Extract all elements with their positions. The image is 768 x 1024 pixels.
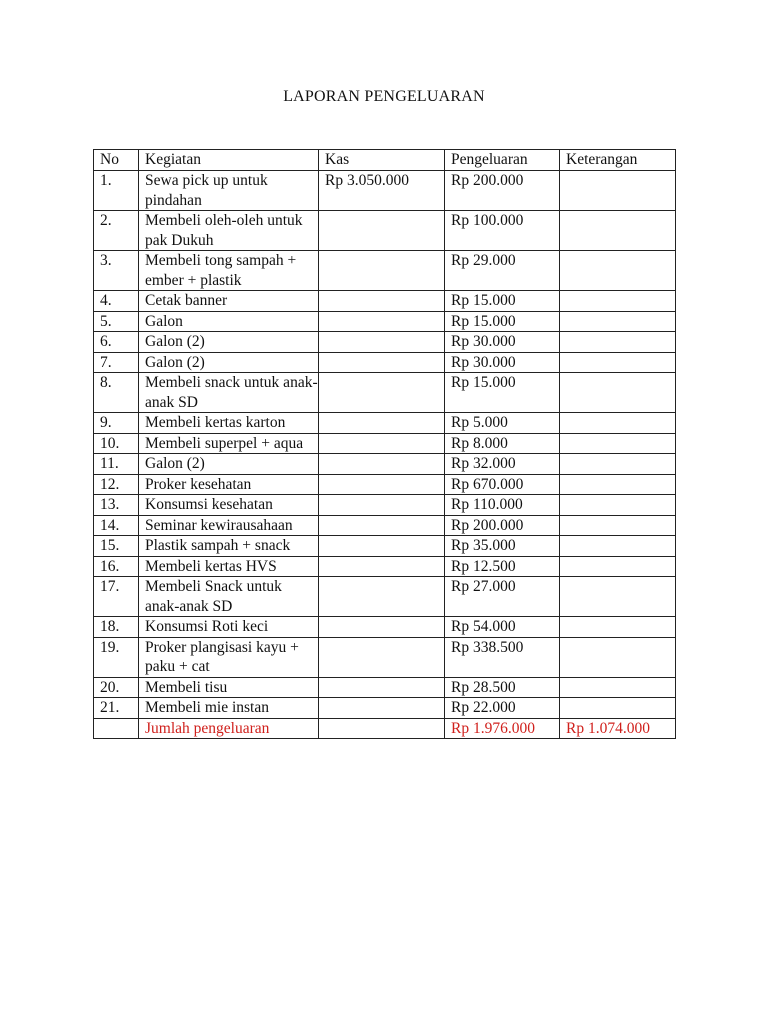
total-keterangan: Rp 1.074.000 xyxy=(560,718,676,739)
table-row xyxy=(94,495,676,516)
table-row xyxy=(94,454,676,475)
cell-keterangan xyxy=(560,291,676,312)
cell-keterangan xyxy=(560,454,676,475)
cell-pengeluaran: Rp 27.000 xyxy=(445,577,560,617)
cell-kegiatan: Konsumsi kesehatan xyxy=(139,495,319,516)
table-row xyxy=(94,373,676,413)
cell-kegiatan: Membeli mie instan xyxy=(139,698,319,719)
table-row xyxy=(94,617,676,638)
table-row xyxy=(94,556,676,577)
cell-keterangan xyxy=(560,556,676,577)
table-row xyxy=(94,577,676,617)
header-no: No xyxy=(94,150,139,171)
cell-kegiatan: Seminar kewirausahaan xyxy=(139,515,319,536)
cell-kegiatan: Galon xyxy=(139,311,319,332)
cell-pengeluaran: Rp 54.000 xyxy=(445,617,560,638)
cell-no: 2. xyxy=(94,211,139,251)
cell-kegiatan: Membeli tong sampah + ember + plastik xyxy=(139,251,319,291)
cell-kegiatan: Galon (2) xyxy=(139,332,319,353)
table-row xyxy=(94,352,676,373)
cell-no: 21. xyxy=(94,698,139,719)
header-kas: Kas xyxy=(319,150,445,171)
cell-keterangan xyxy=(560,413,676,434)
cell-pengeluaran: Rp 200.000 xyxy=(445,515,560,536)
cell-pengeluaran: Rp 15.000 xyxy=(445,373,560,413)
cell-no: 16. xyxy=(94,556,139,577)
cell-pengeluaran: Rp 28.500 xyxy=(445,677,560,698)
cell-kegiatan: Membeli kertas HVS xyxy=(139,556,319,577)
cell-keterangan xyxy=(560,536,676,557)
cell-no: 3. xyxy=(94,251,139,291)
cell-kas xyxy=(319,332,445,353)
table-body xyxy=(94,171,676,719)
cell-keterangan xyxy=(560,637,676,677)
cell-no: 20. xyxy=(94,677,139,698)
cell-no: 18. xyxy=(94,617,139,638)
cell-no: 17. xyxy=(94,577,139,617)
cell-kegiatan: Galon (2) xyxy=(139,454,319,475)
cell-no: 12. xyxy=(94,474,139,495)
cell-kas xyxy=(319,413,445,434)
cell-kas xyxy=(319,291,445,312)
table-row xyxy=(94,536,676,557)
cell-no: 10. xyxy=(94,433,139,454)
cell-pengeluaran: Rp 15.000 xyxy=(445,311,560,332)
table-row xyxy=(94,413,676,434)
expense-table xyxy=(93,149,676,739)
cell-kegiatan: Sewa pick up untuk pindahan xyxy=(139,171,319,211)
cell-pengeluaran: Rp 12.500 xyxy=(445,556,560,577)
cell-pengeluaran: Rp 30.000 xyxy=(445,352,560,373)
table-row xyxy=(94,251,676,291)
cell-keterangan xyxy=(560,698,676,719)
cell-pengeluaran: Rp 5.000 xyxy=(445,413,560,434)
total-pengeluaran: Rp 1.976.000 xyxy=(445,718,560,739)
cell-no: 13. xyxy=(94,495,139,516)
cell-pengeluaran: Rp 200.000 xyxy=(445,171,560,211)
cell-no: 7. xyxy=(94,352,139,373)
cell-pengeluaran: Rp 8.000 xyxy=(445,433,560,454)
cell-kegiatan: Proker kesehatan xyxy=(139,474,319,495)
cell-kegiatan: Membeli kertas karton xyxy=(139,413,319,434)
cell-kas: Rp 3.050.000 xyxy=(319,171,445,211)
cell-no: 4. xyxy=(94,291,139,312)
table-row xyxy=(94,698,676,719)
cell-no: 19. xyxy=(94,637,139,677)
cell-kas xyxy=(319,495,445,516)
cell-no: 11. xyxy=(94,454,139,475)
cell-no: 1. xyxy=(94,171,139,211)
cell-kas xyxy=(319,577,445,617)
cell-kas xyxy=(319,637,445,677)
table-row xyxy=(94,311,676,332)
cell-kegiatan: Cetak banner xyxy=(139,291,319,312)
table-row xyxy=(94,637,676,677)
cell-pengeluaran: Rp 22.000 xyxy=(445,698,560,719)
cell-pengeluaran: Rp 110.000 xyxy=(445,495,560,516)
cell-keterangan xyxy=(560,171,676,211)
cell-pengeluaran: Rp 670.000 xyxy=(445,474,560,495)
cell-keterangan xyxy=(560,433,676,454)
page-title: LAPORAN PENGELUARAN xyxy=(283,88,485,105)
cell-keterangan xyxy=(560,251,676,291)
cell-kas xyxy=(319,474,445,495)
cell-keterangan xyxy=(560,495,676,516)
cell-kas xyxy=(319,251,445,291)
cell-kas xyxy=(319,698,445,719)
cell-kegiatan: Membeli Snack untuk anak-anak SD xyxy=(139,577,319,617)
cell-kegiatan: Konsumsi Roti keci xyxy=(139,617,319,638)
cell-kegiatan: Plastik sampah + snack xyxy=(139,536,319,557)
table-row xyxy=(94,677,676,698)
cell-kegiatan: Membeli tisu xyxy=(139,677,319,698)
total-kas-cell xyxy=(319,718,445,739)
cell-pengeluaran: Rp 30.000 xyxy=(445,332,560,353)
cell-keterangan xyxy=(560,677,676,698)
cell-kegiatan: Proker plangisasi kayu + paku + cat xyxy=(139,637,319,677)
header-kegiatan: Kegiatan xyxy=(139,150,319,171)
cell-keterangan xyxy=(560,474,676,495)
cell-kegiatan: Membeli oleh-oleh untuk pak Dukuh xyxy=(139,211,319,251)
cell-kas xyxy=(319,677,445,698)
cell-kas xyxy=(319,373,445,413)
cell-pengeluaran: Rp 15.000 xyxy=(445,291,560,312)
cell-kas xyxy=(319,211,445,251)
cell-no: 9. xyxy=(94,413,139,434)
cell-pengeluaran: Rp 35.000 xyxy=(445,536,560,557)
table-row xyxy=(94,433,676,454)
cell-kas xyxy=(319,556,445,577)
cell-no: 5. xyxy=(94,311,139,332)
cell-keterangan xyxy=(560,515,676,536)
cell-kegiatan: Galon (2) xyxy=(139,352,319,373)
cell-keterangan xyxy=(560,211,676,251)
total-row xyxy=(94,718,676,739)
cell-keterangan xyxy=(560,332,676,353)
cell-kas xyxy=(319,536,445,557)
cell-keterangan xyxy=(560,373,676,413)
cell-kas xyxy=(319,433,445,454)
cell-kas xyxy=(319,454,445,475)
cell-keterangan xyxy=(560,577,676,617)
cell-kas xyxy=(319,515,445,536)
cell-keterangan xyxy=(560,352,676,373)
table-row xyxy=(94,474,676,495)
total-no-cell xyxy=(94,718,139,739)
cell-no: 6. xyxy=(94,332,139,353)
cell-no: 8. xyxy=(94,373,139,413)
table-row xyxy=(94,171,676,211)
header-pengeluaran: Pengeluaran xyxy=(445,150,560,171)
cell-kegiatan: Membeli superpel + aqua xyxy=(139,433,319,454)
cell-kegiatan: Membeli snack untuk anak-anak SD xyxy=(139,373,319,413)
cell-kas xyxy=(319,352,445,373)
cell-keterangan xyxy=(560,311,676,332)
cell-kas xyxy=(319,617,445,638)
table-row xyxy=(94,515,676,536)
cell-no: 14. xyxy=(94,515,139,536)
header-keterangan: Keterangan xyxy=(560,150,676,171)
table-row xyxy=(94,332,676,353)
cell-pengeluaran: Rp 338.500 xyxy=(445,637,560,677)
cell-pengeluaran: Rp 32.000 xyxy=(445,454,560,475)
table-row xyxy=(94,291,676,312)
table-header-row xyxy=(94,150,676,171)
cell-pengeluaran: Rp 100.000 xyxy=(445,211,560,251)
table-row xyxy=(94,211,676,251)
cell-kas xyxy=(319,311,445,332)
cell-keterangan xyxy=(560,617,676,638)
total-label: Jumlah pengeluaran xyxy=(139,718,319,739)
cell-pengeluaran: Rp 29.000 xyxy=(445,251,560,291)
cell-no: 15. xyxy=(94,536,139,557)
